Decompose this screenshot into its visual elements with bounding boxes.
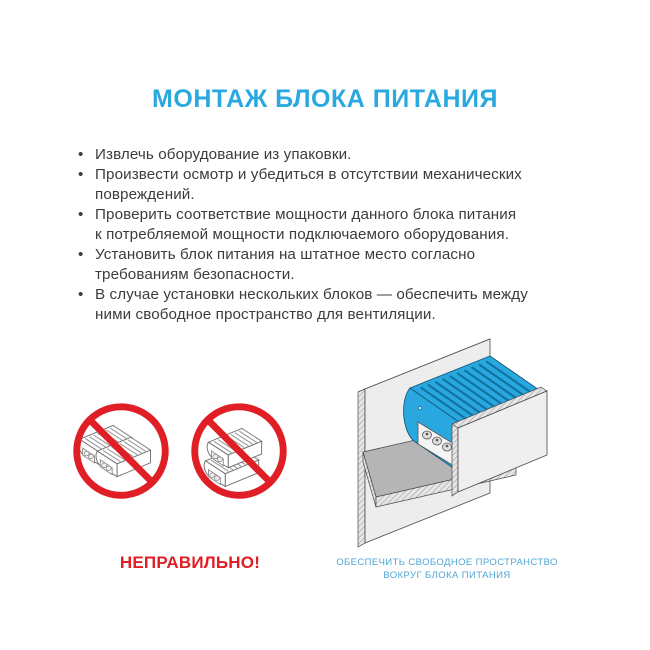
instruction-text: требованиям безопасности. [95,266,295,283]
bullet-marker: • [78,146,84,163]
instruction-item [78,285,583,325]
instruction-text: Проверить соответствие мощности данного блока питания [95,206,517,223]
correct-caption-line: ВОКРУГ БЛОКА ПИТАНИЯ [383,570,511,581]
no-side-by-side-mounting-icon [62,394,180,512]
instruction-text: к потребляемой мощности подключаемого оборудования. [95,226,510,243]
screw [418,406,421,409]
correct-caption [327,556,567,582]
wrong-label: НЕПРАВИЛЬНО! [119,553,261,572]
bullet-marker: • [78,166,84,183]
instruction-text: В случае установки нескольких блоков — обеспечить между [95,286,528,303]
instruction-text: Установить блок питания на штатное место согласно [95,246,476,263]
instruction-text: Извлечь оборудование из упаковки. [95,146,352,163]
instruction-text: Произвести осмотр и убедиться в отсутствии механических [95,166,522,183]
instruction-item [78,245,583,285]
bullet-marker: • [78,206,84,223]
instruction-text: повреждений. [95,186,195,203]
bullet-marker: • [78,286,84,303]
correct-caption-line: ОБЕСПЕЧИТЬ СВОБОДНОЕ ПРОСТРАНСТВО [336,557,558,568]
instruction-item [78,145,583,165]
instruction-list [78,145,583,325]
instruction-text: ними свободное пространство для вентиляции. [95,306,436,323]
page-title: МОНТАЖ БЛОКА ПИТАНИЯ [152,85,498,113]
instruction-item [78,165,583,205]
no-stacked-mounting-icon [180,394,298,512]
power-supply-free-space-illustration [340,330,585,555]
bullet-marker: • [78,246,84,263]
instruction-item [78,205,583,245]
